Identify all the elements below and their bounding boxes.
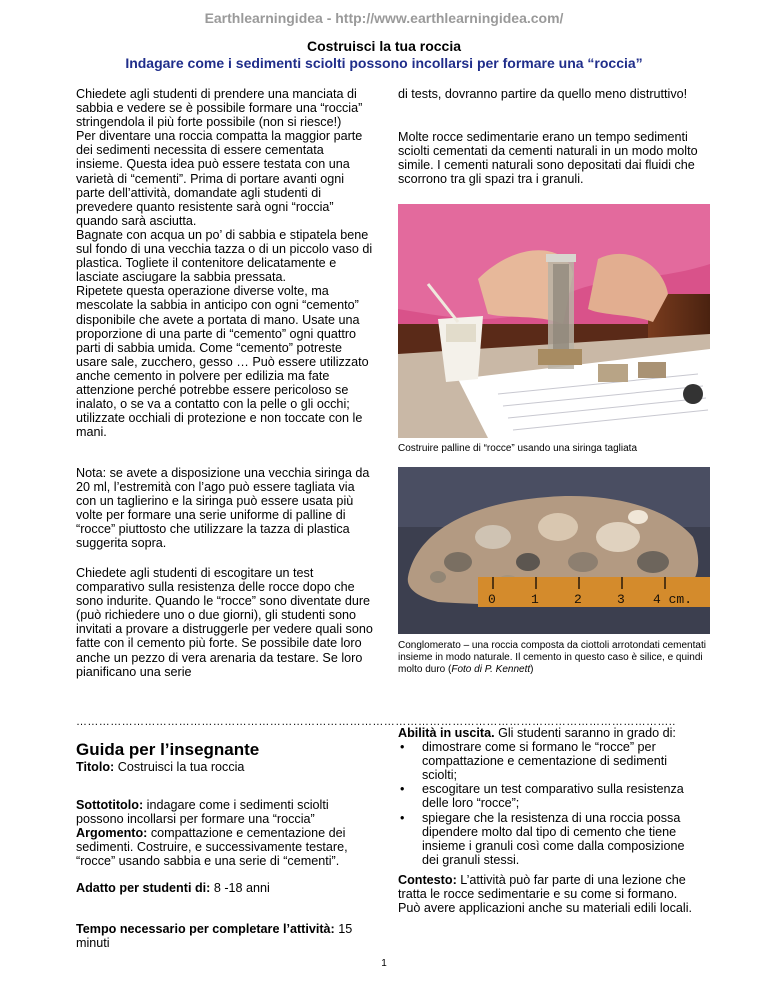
note-paragraph: Nota: se avete a disposizione una vecchia siringa da 20 ml, l’estremità con l’ago può essere tagliata via con un taglierino e la siringa può essere usata più volte per formare una serie uniforme di palline di “rocce” piuttosto che utilizzare la tazza di plastica suggerita sopra.: [76, 466, 370, 551]
page-header: Earthlearningidea - http://www.earthlearningidea.com/: [204, 10, 564, 26]
paragraph: Bagnate con acqua un po’ di sabbia e stipatela bene sul fondo di una vecchia tazza o di un piccolo vaso di plastica. Togliete il contenitore delicatamente e lasciate asciugare la sabbia pressata.: [76, 227, 373, 285]
guide-topic-line: Argomento: compattazione e cementazione dei sedimenti. Costruire, e successivamente testare, “rocce” usando sabbia e una serie di “cementi”.: [76, 826, 348, 869]
left-column-intro: [76, 87, 374, 439]
paragraph: Per diventare una roccia compatta la maggior parte dei sedimenti necessita di essere cementata insieme. Questa idea può essere testata con una varietà di “cementi”. Prima di portare avanti ogni parte dell’attività, domandate agli studenti di prevedere quanto resistente sarà ogni “roccia” quando sarà asciutta.: [76, 129, 363, 228]
right-paragraph-1: di tests, dovranno partire da quello meno distruttivo!: [398, 87, 688, 101]
skills-intro: Abilità in uscita. Gli studenti saranno in grado di:: [398, 726, 676, 740]
paragraph: Chiedete agli studenti di prendere una manciata di sabbia e vedere se è possibile formare una “roccia” stringendola il più forte possibile (non si riesce!): [76, 87, 363, 130]
guide-skills: [398, 726, 700, 867]
guide-heading: Guida per l’insegnante: [76, 740, 260, 759]
ruler-label-4: 4 cm.: [653, 592, 693, 607]
paragraph: Ripetete questa operazione diverse volte, ma mescolate la sabbia in anticipo con ogni “cemento” disponibile che avete a portata di mano. Usate una proporzione di una parte di “cemento” ogni quattro parti di sabbia umida. Come “cemento” potreste usare sale, zucchero, gesso … Può essere utilizzato anche cemento in polvere per edilizia ma fate attenzione perché potrebbe essere pericoloso se inalato, o se va a contatto con la pelle o gli occhi; utilizzate occhiali di protezione e non toccate con le mani.: [76, 284, 369, 440]
guide-subtitle-line: Sottotitolo: indagare come i sedimenti sciolti possono incollarsi per formare una “roccia”: [76, 798, 329, 827]
doc-subtitle: Indagare come i sedimenti sciolti possono incollarsi per formare una “roccia”: [125, 55, 643, 71]
photo-caption-1: Costruire palline di “rocce” usando una siringa tagliata: [398, 443, 638, 454]
guide-context: Contesto: L’attività può far parte di una lezione che tratta le rocce sedimentarie e su come si formano. Può avere applicazioni anche su materiali edili locali.: [398, 873, 693, 916]
section-divider: …………………………………………………………………………………………………………………………………………..: [76, 716, 676, 728]
ruler-label-3: 3: [617, 592, 625, 607]
test-paragraph: Chiedete agli studenti di escogitare un test comparativo sulla resistenza delle rocce dopo che sono indurite. Quando le “rocce” sono diventate dure (può richiedere uno o due giorni), gli studenti sono invitati a provare a distruggerle per vedere quali sono fatte con il cemento più forte. Se possibile date loro anche un pezzo di vera arenaria da testare. Se loro pianificano una serie: [76, 566, 373, 679]
ruler-label-2: 2: [574, 592, 582, 607]
right-paragraph-2: Molte rocce sedimentarie erano un tempo sedimenti sciolti cementati da cementi naturali in un modo molto simile. I cementi naturali sono depositati dai fluidi che scorrono tra gli spazi tra i granuli.: [398, 130, 698, 187]
doc-title: Costruisci la tua roccia: [306, 38, 462, 54]
conglomerate-photo: [398, 467, 710, 634]
list-item: • escogitare un test comparativo sulla resistenza delle loro “rocce”;: [398, 782, 700, 810]
ruler-label-0: 0: [488, 592, 496, 607]
page-number: 1: [381, 958, 387, 969]
guide-title-line: Titolo: Costruisci la tua roccia: [76, 760, 245, 774]
list-item: • dimostrare come si formano le “rocce” per compattazione e cementazione di sedimenti sciolti;: [398, 740, 700, 782]
guide-time-line: Tempo necessario per completare l’attività: 15 minuti: [76, 922, 353, 951]
ruler-label-1: 1: [531, 592, 539, 607]
photo-caption-2: Conglomerato – una roccia composta da ciottoli arrotondati cementati insieme in modo naturale. Il cemento in questo caso è silice, e quindi molto duro (Foto di P. Kennett): [398, 640, 706, 675]
skills-list: [398, 740, 700, 867]
list-item: • spiegare che la resistenza di una roccia possa dipendere molto dal tipo di cemento che tiene insieme i granuli così come dalla composizione dei granuli stessi.: [398, 811, 700, 867]
photo-credit: Foto di P. Kennett: [451, 664, 531, 675]
syringe-photo: [398, 204, 710, 438]
guide-age-line: Adatto per studenti di: 8 -18 anni: [76, 881, 270, 895]
